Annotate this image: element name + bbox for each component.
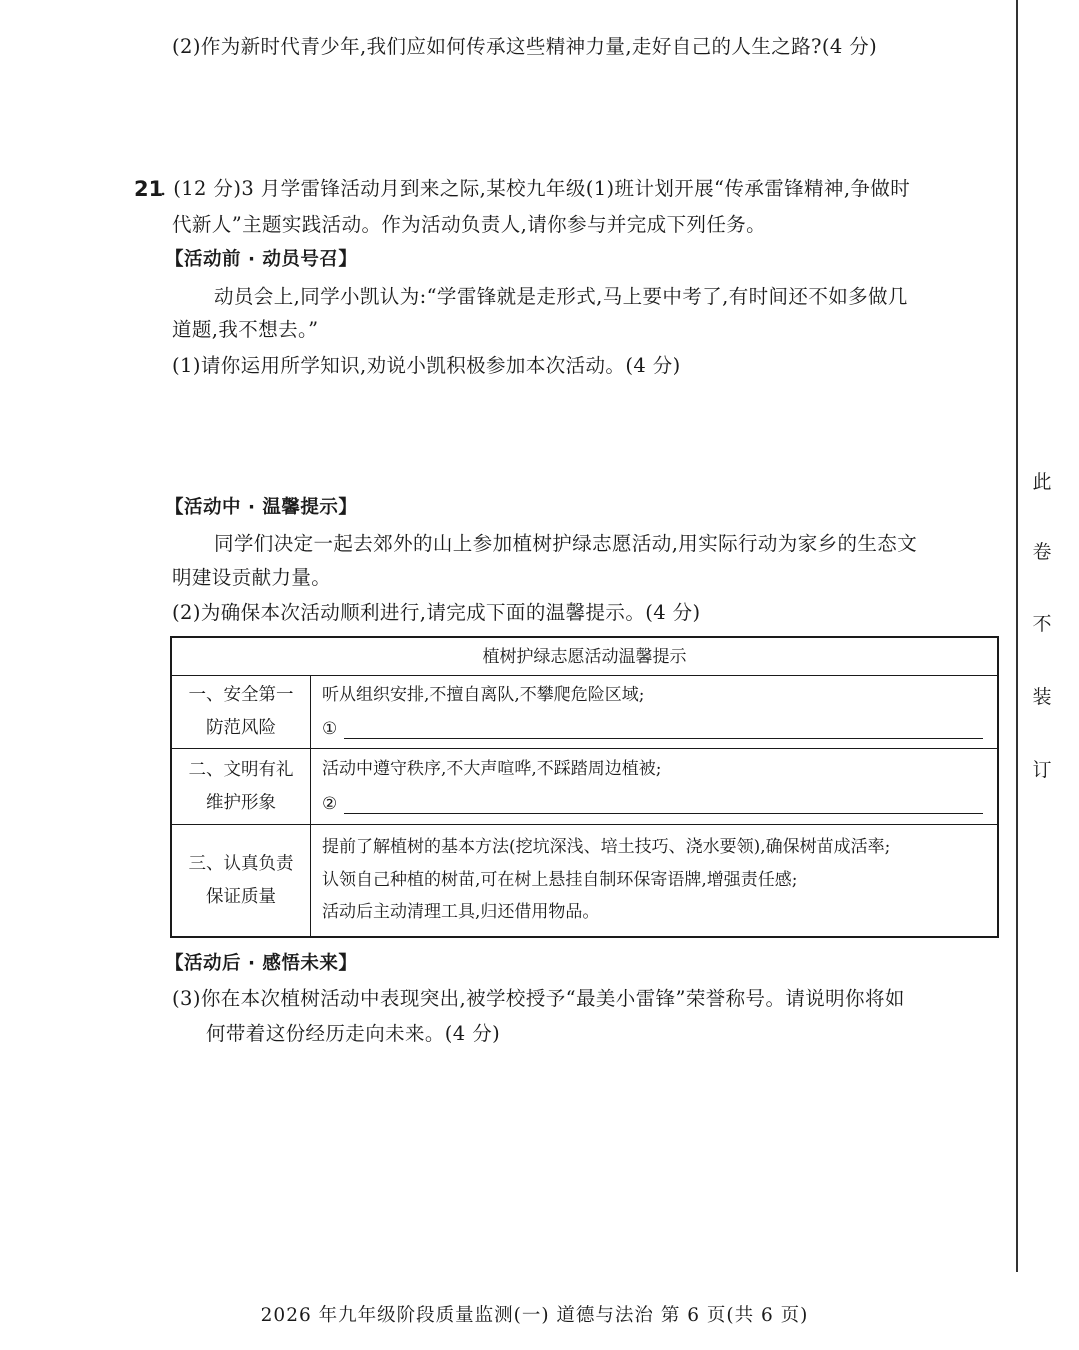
sub-question-3: (3)你在本次植树活动中表现突出,被学校授予“最美小雷锋”荣誉称号。请说明你将如 (172, 987, 905, 1010)
row-category (172, 749, 311, 824)
row-category-line: 防范风险 (206, 718, 276, 738)
tip-text: 活动中遵守秩序,不大声喧哗,不踩踏周边植被; (322, 759, 662, 779)
binding-margin-char: 此 (1032, 471, 1052, 493)
table-row (172, 824, 997, 937)
blank-marker: ② (322, 794, 338, 814)
section-title-before-activity: 【活动前 · 动员号召】 (165, 249, 358, 270)
tips-table (170, 636, 999, 938)
fill-in-blank-1[interactable] (322, 713, 985, 746)
material-text: 道题,我不想去。” (172, 318, 319, 341)
binding-margin-char: 不 (1032, 613, 1052, 635)
question-intro-line: 代新人”主题实践活动。作为活动负责人,请你参与并完成下列任务。 (172, 213, 767, 236)
table-row (172, 675, 997, 748)
row-category-line: 保证质量 (206, 887, 276, 907)
tip-text: 听从组织安排,不擅自离队,不攀爬危险区域; (322, 685, 645, 705)
sub-question-3: 何带着这份经历走向未来。(4 分) (206, 1022, 501, 1045)
answer-space[interactable] (170, 388, 1000, 488)
blank-marker: ① (322, 719, 338, 739)
binding-margin-char: 订 (1032, 759, 1052, 781)
binding-line (1016, 0, 1018, 1272)
row-content (322, 749, 985, 824)
tip-text: 提前了解植树的基本方法(挖坑深浅、培土技巧、浇水要领),确保树苗成活率; (322, 837, 891, 857)
binding-margin-char: 装 (1032, 686, 1052, 708)
answer-space[interactable] (170, 70, 1000, 170)
table-header: 植树护绿志愿活动温馨提示 (482, 647, 687, 667)
row-category-line: 一、安全第一 (188, 685, 294, 705)
binding-margin-char: 卷 (1032, 541, 1052, 563)
question-number: 21 (134, 177, 164, 201)
section-title-after-activity: 【活动后 · 感悟未来】 (165, 953, 358, 974)
page-footer: 2026 年九年级阶段质量监测(一) 道德与法治 第 6 页(共 6 页) (260, 1305, 809, 1326)
answer-space[interactable] (170, 1060, 1000, 1280)
question-intro-line: . (12 分)3 月学雷锋活动月到来之际,某校九年级(1)班计划开展“传承雷锋精神,争做时 (160, 177, 911, 200)
row-category-line: 维护形象 (206, 792, 276, 813)
material-text: 动员会上,同学小凯认为:“学雷锋就是走形式,马上要中考了,有时间还不如多做几 (214, 285, 908, 308)
fill-in-blank-2[interactable] (322, 788, 985, 821)
sub-question-1: (1)请你运用所学知识,劝说小凯积极参加本次活动。(4 分) (172, 354, 681, 377)
row-category-line: 三、认真负责 (188, 854, 294, 874)
row-content (322, 825, 985, 937)
row-category-line: 二、文明有礼 (188, 759, 294, 780)
row-category (172, 676, 311, 748)
tip-text: 活动后主动清理工具,归还借用物品。 (322, 902, 600, 922)
question-20-part-2: (2)作为新时代青少年,我们应如何传承这些精神力量,走好自己的人生之路?(4 分) (172, 35, 878, 58)
material-text: 同学们决定一起去郊外的山上参加植树护绿志愿活动,用实际行动为家乡的生态文 (214, 532, 918, 555)
blank-underline[interactable] (344, 738, 983, 739)
row-category (172, 825, 311, 937)
sub-question-2: (2)为确保本次活动顺利进行,请完成下面的温馨提示。(4 分) (172, 601, 701, 624)
section-title-during-activity: 【活动中 · 温馨提示】 (165, 497, 358, 518)
row-content (322, 676, 985, 748)
tip-text: 认领自己种植的树苗,可在树上悬挂自制环保寄语牌,增强责任感; (322, 870, 798, 890)
material-text: 明建设贡献力量。 (172, 566, 332, 589)
table-row (172, 748, 997, 824)
blank-underline[interactable] (344, 813, 983, 814)
